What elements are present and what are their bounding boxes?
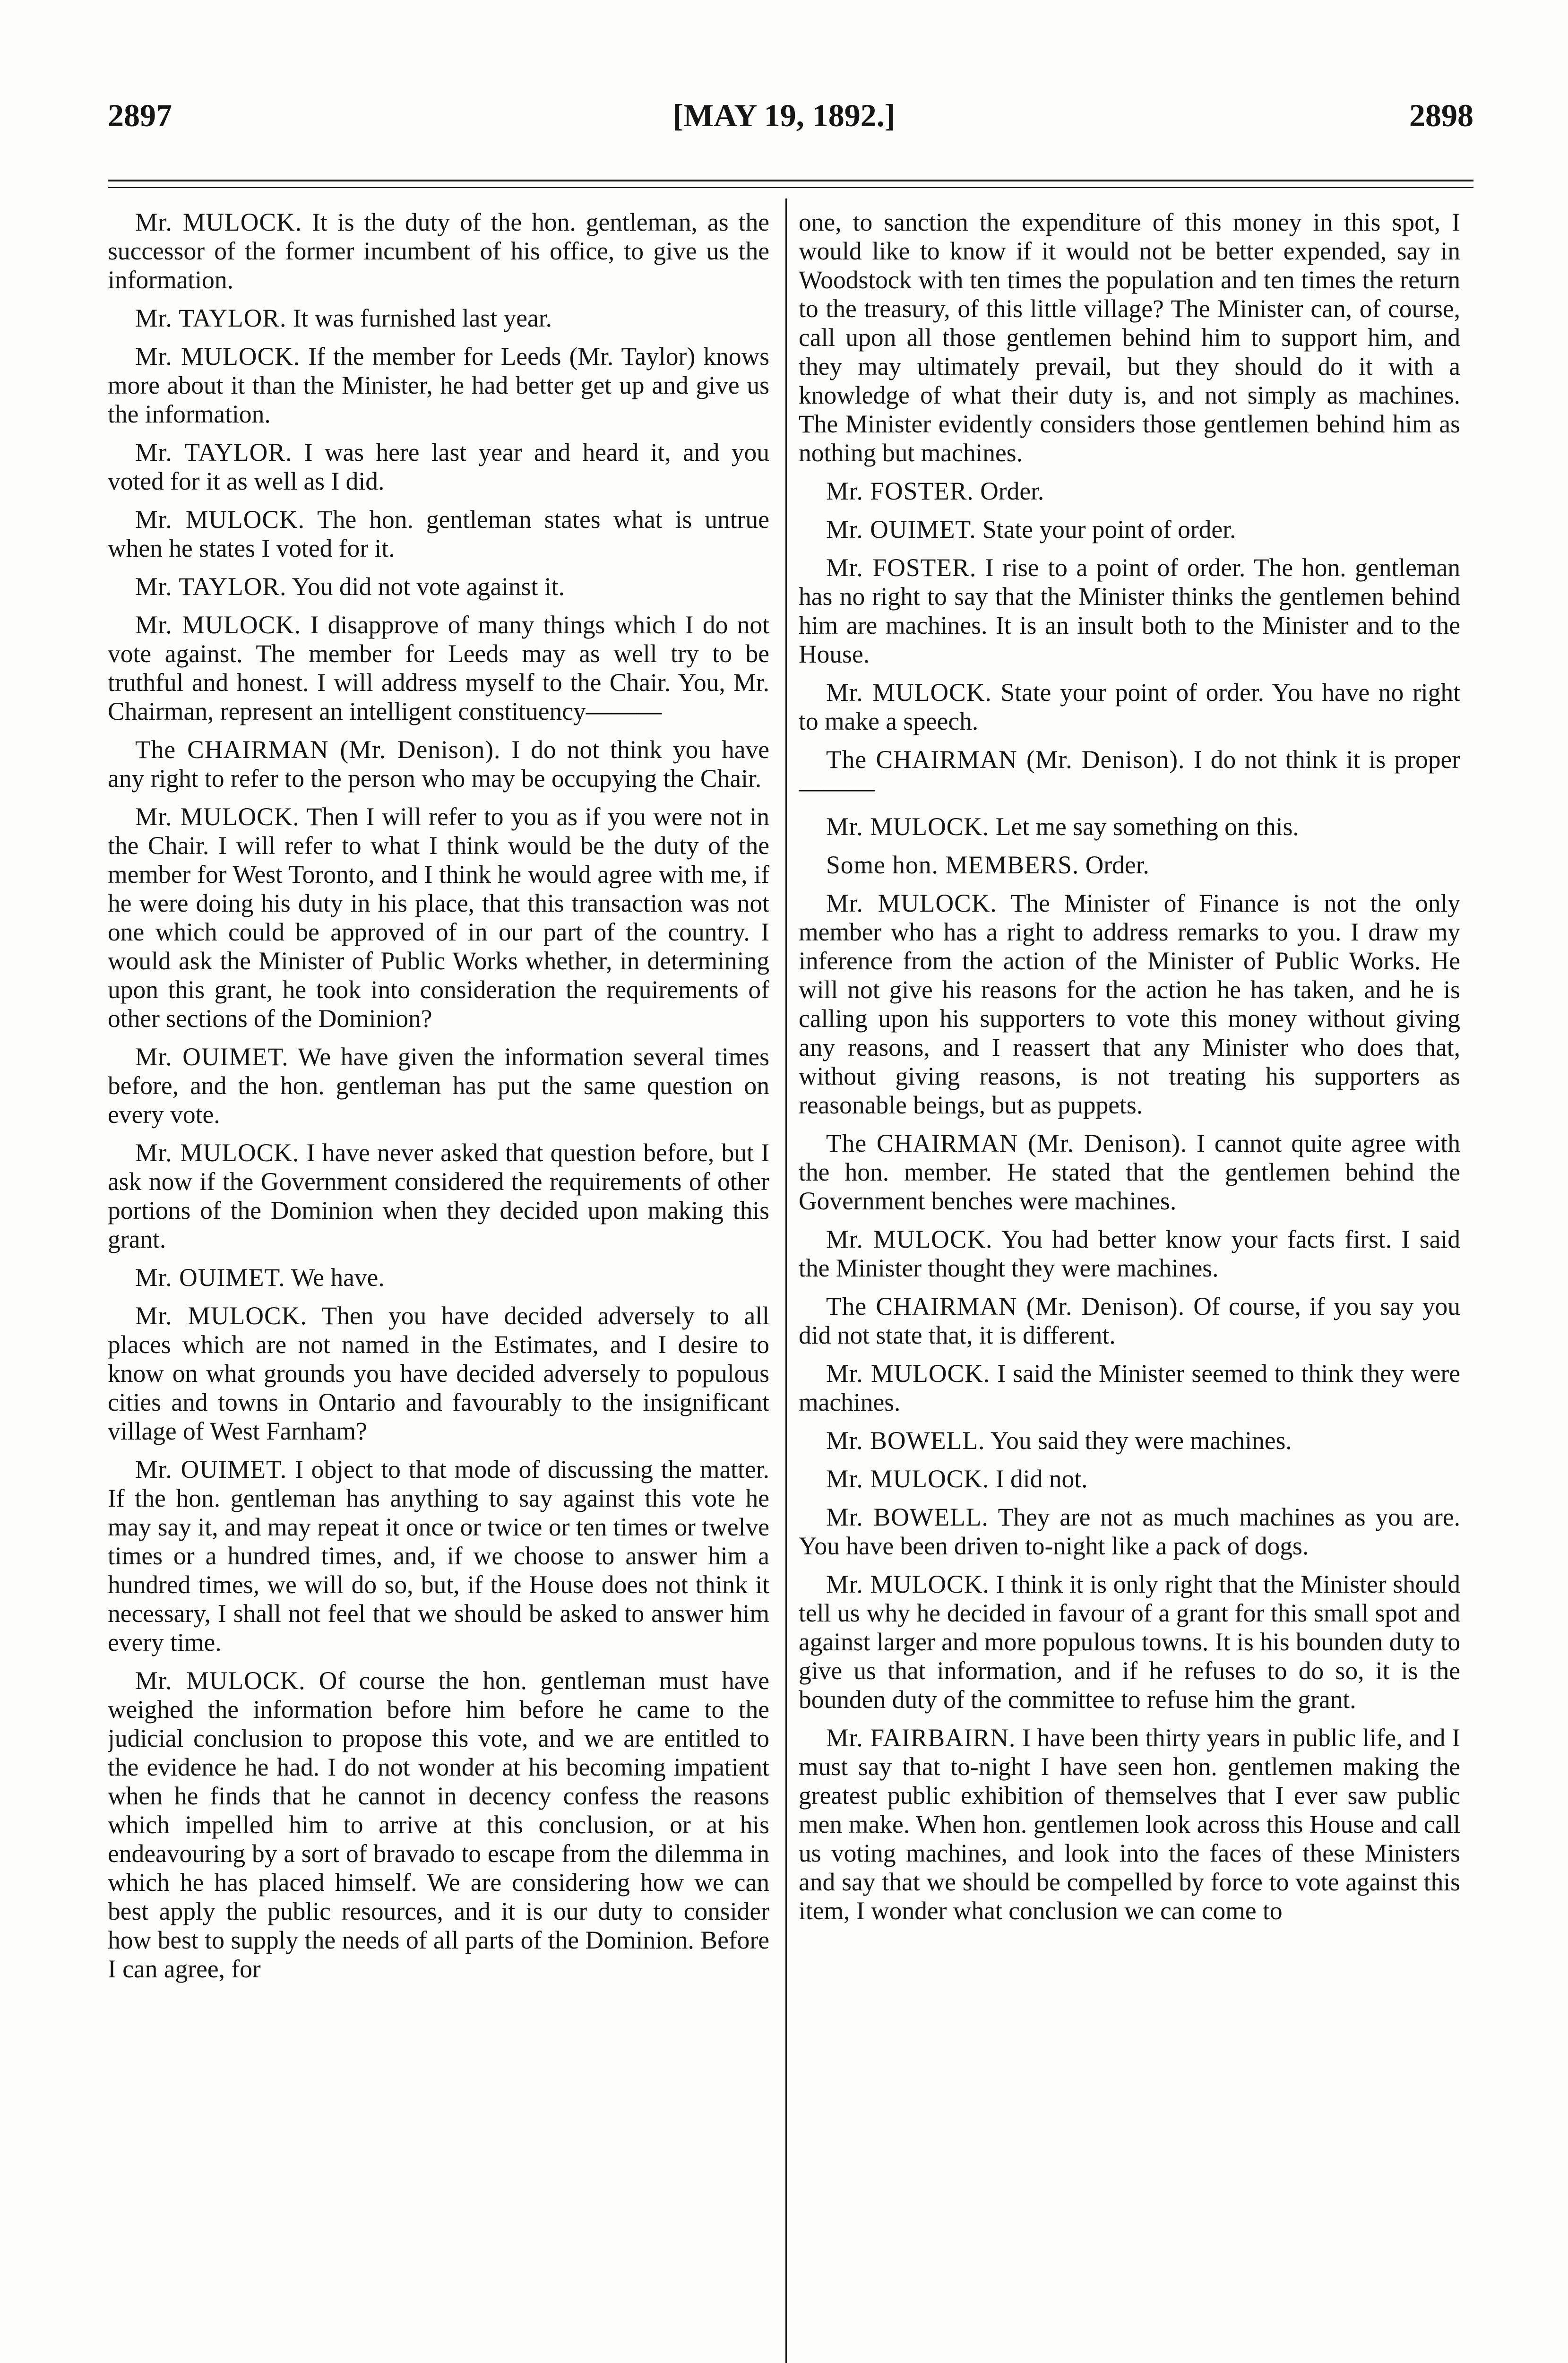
header-rule-thin (108, 187, 1473, 188)
speaker-name: The CHAIRMAN (Mr. Denison). (826, 1292, 1185, 1320)
speech-text: I did not. (995, 1465, 1088, 1493)
speech-text: I do not think you have any right to refer to the person who may be occupying the Chair. (108, 735, 769, 793)
page-number-left: 2897 (108, 97, 172, 133)
speech-paragraph (799, 812, 1460, 841)
speech-paragraph (799, 851, 1460, 880)
speech-paragraph (108, 1263, 769, 1292)
speaker-name: Mr. MULOCK. (826, 812, 990, 841)
speaker-name: Mr. MULOCK. (826, 1225, 993, 1253)
speech-paragraph (799, 1503, 1460, 1561)
speech-text: The Minister of Finance is not the only member who has a right to address remarks to you. I draw my inference from the action of the Minister of Public Works. He will not give his reasons for the action he has taken, and he is calling upon his supporters to vote this money without giving any reasons, and I reassert that any Minister who does that, without giving reasons, is not treating his supporters as reasonable beings, but as puppets. (799, 889, 1460, 1119)
speaker-name: Mr. FAIRBAIRN. (826, 1724, 1016, 1752)
speech-paragraph (799, 1292, 1460, 1350)
speech-paragraph (108, 1138, 769, 1254)
speech-paragraph (799, 1570, 1460, 1714)
speech-paragraph (799, 515, 1460, 544)
speech-text: State your point of order. (982, 515, 1236, 543)
speech-text: Then I will refer to you as if you were not in the Chair. I will refer to what I think would be the duty of the member for West Toronto, and I think he would agree with me, if he were doing his duty in his place, that this transaction was not one which could be approved of in our part of the country. I would ask the Minister of Public Works whether, in determining upon this grant, he took into consideration the requirements of other sections of the Dominion? (108, 802, 769, 1033)
header-date: [MAY 19, 1892.] (672, 97, 896, 133)
speech-text: It is the duty of the hon. gentleman, as the successor of the former incumbent of his office, to give us the information. (108, 208, 769, 294)
left-column (108, 208, 769, 2363)
speech-paragraph (108, 1302, 769, 1446)
speech-paragraph (799, 1426, 1460, 1455)
speaker-name: Mr. MULOCK. (826, 1359, 991, 1388)
speaker-name: Mr. OUIMET. (135, 1263, 285, 1292)
speech-paragraph (799, 1359, 1460, 1417)
speaker-name: The CHAIRMAN (Mr. Denison). (135, 735, 501, 764)
speech-text: Order. (1085, 851, 1149, 879)
speaker-name: Mr. TAYLOR. (135, 438, 293, 466)
speaker-name: Mr. MULOCK. (135, 342, 301, 371)
speech-text: It was furnished last year. (293, 304, 552, 332)
speaker-name: Mr. MULOCK. (826, 1570, 990, 1598)
speaker-name: The CHAIRMAN (Mr. Denison). (826, 1129, 1188, 1157)
speech-paragraph (108, 505, 769, 563)
speech-text: Of course the hon. gentleman must have weighed the information before him before he came to the judicial conclusion to propose this vote, and we are entitled to the evidence he had. I do not wonder at his becoming impatient when he finds that he cannot in decency confess the reasons which impelled him to arrive at this conclusion, or at his endeavouring by a sort of bravado to escape from the dilemma in which he has placed himself. We are considering how we can best apply the public resources, and it is our duty to consider how best to supply the needs of all parts of the Dominion. Before I can agree, for (108, 1666, 769, 1983)
speech-text: Let me say something on this. (995, 812, 1299, 841)
speech-paragraph (799, 678, 1460, 736)
speaker-name: Some hon. MEMBERS. (826, 851, 1079, 879)
speech-paragraph (799, 553, 1460, 669)
speech-paragraph (108, 1666, 769, 1984)
speech-text: The hon. gentleman states what is untrue when he states I voted for it. (108, 505, 769, 562)
right-column (799, 208, 1460, 2363)
speaker-name: Mr. MULOCK. (826, 889, 997, 917)
speech-text: I disapprove of many things which I do not vote against. The member for Leeds may as well try to be truthful and honest. I will address myself to the Chair. You, Mr. Chairman, represent an intelligent constituency——— (108, 611, 769, 725)
speech-text: You had better know your facts first. I said the Minister thought they were machines. (799, 1225, 1460, 1282)
speech-text: I think it is only right that the Minister should tell us why he decided in favour of a grant for this small spot and against larger and more populous towns. It is his bounden duty to give us that information, and if he refuses to do so, it is the bounden duty of the committee to refuse him the grant. (799, 1570, 1460, 1714)
page-header (0, 97, 1568, 139)
speech-paragraph (799, 208, 1460, 467)
speech-text: Order. (980, 477, 1044, 505)
speaker-name: The CHAIRMAN (Mr. Denison). (826, 745, 1185, 774)
speech-paragraph (799, 477, 1460, 506)
speech-paragraph (799, 1465, 1460, 1493)
speaker-name: Mr. OUIMET. (135, 1455, 287, 1483)
speech-text: I object to that mode of discussing the matter. If the hon. gentleman has anything to say against this vote he may say it, and may repeat it once or twice or ten times or twelve times or a hundred times, and, if we choose to answer him a hundred times, we will do so, but, if the House does not think it necessary, I shall not feel that we should be asked to answer him every time. (108, 1455, 769, 1656)
speech-text: I have never asked that question before, but I ask now if the Government considered the requirements of other portions of the Dominion when they decided upon making this grant. (108, 1138, 769, 1253)
speech-paragraph (108, 1043, 769, 1129)
speech-paragraph (799, 889, 1460, 1120)
speaker-name: Mr. MULOCK. (135, 1666, 306, 1695)
speaker-name: Mr. MULOCK. (135, 208, 302, 236)
speech-paragraph (108, 1455, 769, 1657)
speaker-name: Mr. MULOCK. (135, 1138, 300, 1167)
speaker-name: Mr. TAYLOR. (135, 572, 287, 601)
speaker-name: Mr. MULOCK. (135, 802, 300, 831)
speaker-name: Mr. FOSTER. (826, 477, 974, 505)
speech-paragraph (108, 304, 769, 333)
speech-paragraph (108, 735, 769, 793)
page-number-right: 2898 (1409, 97, 1473, 133)
speech-text: You said they were machines. (990, 1426, 1292, 1455)
header-rule-thick (108, 180, 1473, 181)
speech-paragraph (108, 611, 769, 726)
speech-text: I do not think it is proper——— (799, 745, 1460, 802)
speech-text: If the member for Leeds (Mr. Taylor) knows more about it than the Minister, he had better get up and give us the information. (108, 342, 769, 428)
speaker-name: Mr. MULOCK. (135, 611, 302, 639)
column-divider (785, 198, 787, 2363)
speech-text: I have been thirty years in public life, and I must say that to-night I have seen hon. gentlemen making the greatest public exhibition of themselves that I ever saw public men make. When hon. gentlemen look across this House and call us voting machines, and look into the faces of these Ministers and say that we should be compelled by force to vote against this item, I wonder what conclusion we can come to (799, 1724, 1460, 1925)
speech-text: You did not vote against it. (292, 572, 565, 601)
speech-paragraph (108, 438, 769, 496)
speech-text: Of course, if you say you did not state that, it is different. (799, 1292, 1460, 1349)
speech-paragraph (799, 745, 1460, 803)
speech-paragraph (799, 1225, 1460, 1283)
speaker-name: Mr. MULOCK. (135, 505, 305, 534)
speech-text: I rise to a point of order. The hon. gentleman has no right to say that the Minister thinks the gentlemen behind him are machines. It is an insult both to the Minister and to the House. (799, 553, 1460, 668)
speech-paragraph (799, 1129, 1460, 1216)
speech-paragraph (108, 342, 769, 429)
speech-paragraph (108, 802, 769, 1033)
speech-text: They are not as much machines as you are. You have been driven to-night like a pack of dogs. (799, 1503, 1460, 1560)
speaker-name: Mr. BOWELL. (826, 1426, 985, 1455)
speech-paragraph (799, 1724, 1460, 1925)
speech-text: State your point of order. You have no right to make a speech. (799, 678, 1460, 735)
speech-text: I said the Minister seemed to think they were machines. (799, 1359, 1460, 1416)
speech-text: I was here last year and heard it, and you voted for it as well as I did. (108, 438, 769, 495)
speech-text: We have. (291, 1263, 385, 1292)
speaker-name: Mr. MULOCK. (826, 1465, 990, 1493)
speech-paragraph (108, 572, 769, 601)
speaker-name: Mr. OUIMET. (135, 1043, 289, 1071)
speaker-name: Mr. FOSTER. (826, 553, 977, 582)
speaker-name: Mr. MULOCK. (135, 1302, 307, 1330)
speaker-name: Mr. OUIMET. (826, 515, 976, 543)
speech-text: Then you have decided adversely to all places which are not named in the Estimates, and I desire to know on what grounds you have decided adversely to populous cities and towns in Ontario and favourably to the insignificant village of West Farnham? (108, 1302, 769, 1445)
speech-paragraph (108, 208, 769, 294)
speaker-name: Mr. TAYLOR. (135, 304, 287, 332)
speaker-name: Mr. BOWELL. (826, 1503, 989, 1531)
speech-text: We have given the information several times before, and the hon. gentleman has put the same question on every vote. (108, 1043, 769, 1129)
speaker-name: Mr. MULOCK. (826, 678, 992, 707)
speech-text: I cannot quite agree with the hon. member. He stated that the gentlemen behind the Government benches were machines. (799, 1129, 1460, 1215)
speech-text: one, to sanction the expenditure of this money in this spot, I would like to know if it would not be better expended, say in Woodstock with ten times the population and ten times the return to the treasury, of this little village? The Minister can, of course, call upon all those gentlemen behind him to support him, and they may ultimately prevail, but they should do it with a knowledge of what their duty is, and not simply as machines. The Minister evidently considers those gentlemen behind him as nothing but machines. (799, 208, 1460, 467)
